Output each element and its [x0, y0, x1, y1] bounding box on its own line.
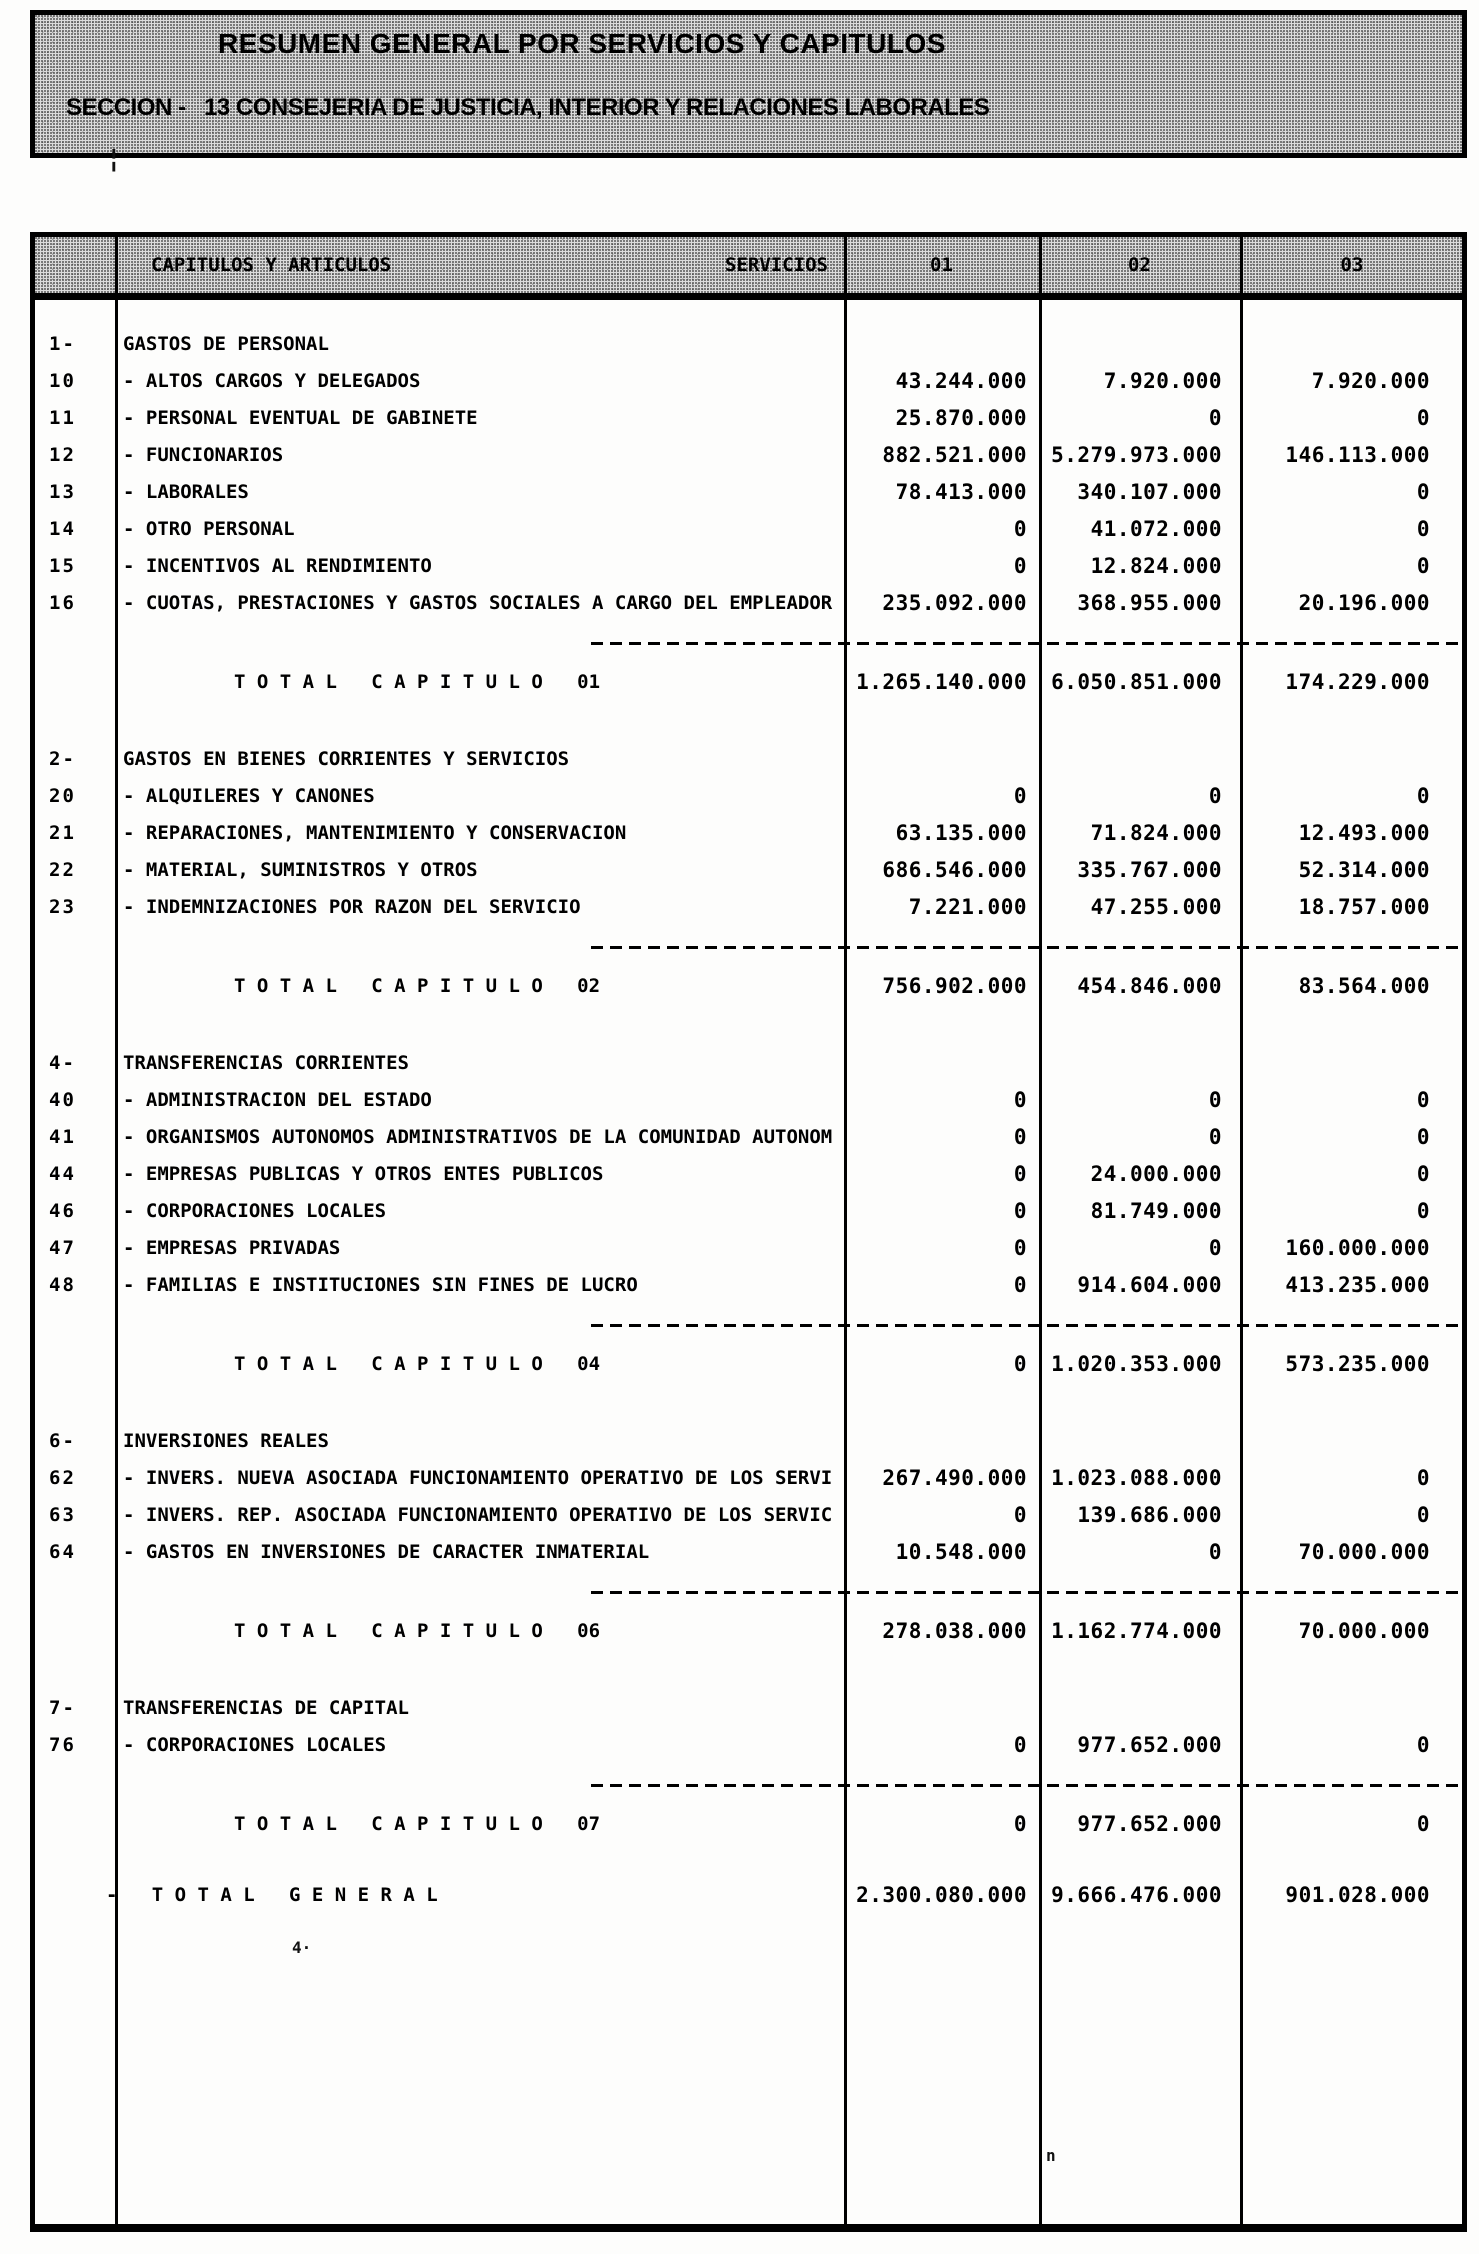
table-row [35, 362, 1462, 399]
table-row [35, 1533, 1462, 1570]
row-code: 23 [49, 895, 76, 918]
row-label: TRANSFERENCIAS DE CAPITAL [123, 1696, 409, 1719]
row-code: 64 [49, 1540, 76, 1563]
row-label: - FUNCIONARIOS [123, 443, 284, 466]
table-row [35, 851, 1462, 888]
table-body [35, 307, 1462, 2224]
column-header-capitulos: CAPITULOS Y ARTICULOS [151, 254, 392, 276]
row-value-servicio-03: 413.235.000 [1285, 1272, 1430, 1297]
table-row [35, 1266, 1462, 1303]
row-value-servicio-01: 10.548.000 [895, 1539, 1027, 1564]
row-label: - CORPORACIONES LOCALES [123, 1733, 387, 1756]
row-label: - REPARACIONES, MANTENIMIENTO Y CONSERVACION [123, 821, 627, 844]
row-value-servicio-01: 0 [1013, 1732, 1027, 1757]
row-value-servicio-01: 25.870.000 [895, 405, 1027, 430]
section-title: SECCION - 13 CONSEJERIA DE JUSTICIA, INTERIOR Y RELACIONES LABORALES [66, 94, 990, 121]
row-value-servicio-03: 0 [1416, 1502, 1430, 1527]
row-code: 22 [49, 858, 76, 881]
row-value-servicio-03: 0 [1416, 553, 1430, 578]
table-row [35, 1459, 1462, 1496]
row-value-servicio-03: 0 [1416, 1198, 1430, 1223]
row-code: 14 [49, 517, 76, 540]
table-row [35, 777, 1462, 814]
row-value-servicio-03: 12.493.000 [1298, 820, 1430, 845]
row-code: 4- [49, 1051, 76, 1074]
row-value-servicio-01: 0 [1013, 1811, 1027, 1836]
dashed-separator [591, 1591, 1462, 1594]
row-value-servicio-02: 977.652.000 [1077, 1811, 1222, 1836]
column-header-03: 03 [1340, 254, 1364, 276]
row-label: - PERSONAL EVENTUAL DE GABINETE [123, 406, 478, 429]
row-label: GASTOS EN BIENES CORRIENTES Y SERVICIOS [123, 747, 570, 770]
row-code: 16 [49, 591, 76, 614]
row-code: 11 [49, 406, 76, 429]
row-code: 1- [49, 332, 76, 355]
row-code: 7- [49, 1696, 76, 1719]
row-value-servicio-01: 1.265.140.000 [856, 669, 1027, 694]
row-code: 76 [49, 1733, 76, 1756]
row-value-servicio-02: 12.824.000 [1090, 553, 1222, 578]
row-value-servicio-03: 146.113.000 [1285, 442, 1430, 467]
row-label: - INVERS. NUEVA ASOCIADA FUNCIONAMIENTO OPERATIVO DE LOS SERVI [123, 1466, 833, 1489]
table-row [35, 1689, 1462, 1726]
row-value-servicio-03: 20.196.000 [1298, 590, 1430, 615]
row-label: - INDEMNIZACIONES POR RAZON DEL SERVICIO [123, 895, 581, 918]
row-value-servicio-02: 0 [1208, 1087, 1222, 1112]
row-value-servicio-01: 686.546.000 [882, 857, 1027, 882]
row-value-servicio-03: 160.000.000 [1285, 1235, 1430, 1260]
document-title: RESUMEN GENERAL POR SERVICIOS Y CAPITULOS [218, 28, 946, 59]
row-value-servicio-01: 0 [1013, 1351, 1027, 1376]
row-value-servicio-01: 0 [1013, 1161, 1027, 1186]
row-code: 47 [49, 1236, 76, 1259]
row-code: 2- [49, 747, 76, 770]
row-label: INVERSIONES REALES [123, 1429, 329, 1452]
row-label: - LABORALES [123, 480, 249, 503]
row-value-servicio-02: 24.000.000 [1090, 1161, 1222, 1186]
row-value-servicio-02: 977.652.000 [1077, 1732, 1222, 1757]
row-code: 15 [49, 554, 76, 577]
row-value-servicio-03: 0 [1416, 1465, 1430, 1490]
row-value-servicio-03: 0 [1416, 1811, 1430, 1836]
row-value-servicio-03: 0 [1416, 405, 1430, 430]
table-row [35, 663, 1462, 700]
row-value-servicio-02: 7.920.000 [1103, 368, 1222, 393]
row-value-servicio-02: 71.824.000 [1090, 820, 1222, 845]
row-value-servicio-01: 78.413.000 [895, 479, 1027, 504]
row-value-servicio-03: 83.564.000 [1298, 973, 1430, 998]
table-row [35, 1044, 1462, 1081]
row-label: - INCENTIVOS AL RENDIMIENTO [123, 554, 432, 577]
row-code: 62 [49, 1466, 76, 1489]
table-row [35, 814, 1462, 851]
table-row [35, 1345, 1462, 1382]
dashed-separator [591, 642, 1462, 645]
table-row [35, 436, 1462, 473]
table-row [35, 1192, 1462, 1229]
table-row [35, 1612, 1462, 1649]
row-code: 20 [49, 784, 76, 807]
row-label: - FAMILIAS E INSTITUCIONES SIN FINES DE LUCRO [123, 1273, 638, 1296]
title-banner [30, 10, 1467, 158]
row-value-servicio-01: 0 [1013, 553, 1027, 578]
table-row [35, 1805, 1462, 1842]
row-code: 63 [49, 1503, 76, 1526]
row-value-servicio-02: 0 [1208, 1124, 1222, 1149]
row-value-servicio-03: 18.757.000 [1298, 894, 1430, 919]
row-label: - ALQUILERES Y CANONES [123, 784, 375, 807]
row-value-servicio-01: 0 [1013, 1124, 1027, 1149]
row-value-servicio-03: 0 [1416, 1087, 1430, 1112]
row-label: - ADMINISTRACION DEL ESTADO [123, 1088, 432, 1111]
scan-artifact: n [1046, 2146, 1056, 2165]
row-value-servicio-02: 0 [1208, 1539, 1222, 1564]
row-value-servicio-01: 0 [1013, 1087, 1027, 1112]
row-value-servicio-03: 70.000.000 [1298, 1618, 1430, 1643]
row-value-servicio-01: 63.135.000 [895, 820, 1027, 845]
row-value-servicio-02: 1.023.088.000 [1051, 1465, 1222, 1490]
table-row [35, 399, 1462, 436]
scan-artifact: 4· [292, 1938, 312, 1957]
row-value-servicio-02: 0 [1208, 1235, 1222, 1260]
row-code: 12 [49, 443, 76, 466]
row-code: 6- [49, 1429, 76, 1452]
row-value-servicio-02: 368.955.000 [1077, 590, 1222, 615]
table-row [35, 740, 1462, 777]
row-value-servicio-02: 0 [1208, 405, 1222, 430]
row-value-servicio-01: 882.521.000 [882, 442, 1027, 467]
row-code: 48 [49, 1273, 76, 1296]
row-value-servicio-02: 41.072.000 [1090, 516, 1222, 541]
table-row [35, 1118, 1462, 1155]
table-row [35, 967, 1462, 1004]
row-value-servicio-01: 2.300.080.000 [856, 1882, 1027, 1907]
scan-artifact: ¦ [106, 144, 122, 174]
row-label: - ORGANISMOS AUTONOMOS ADMINISTRATIVOS DE LA COMUNIDAD AUTONOM [123, 1125, 833, 1148]
row-value-servicio-03: 901.028.000 [1285, 1882, 1430, 1907]
table-row [35, 1422, 1462, 1459]
row-label: T O T A L C A P I T U L O 02 [234, 974, 601, 997]
row-value-servicio-01: 0 [1013, 783, 1027, 808]
row-label: GASTOS DE PERSONAL [123, 332, 329, 355]
row-value-servicio-03: 70.000.000 [1298, 1539, 1430, 1564]
row-value-servicio-03: 0 [1416, 783, 1430, 808]
row-label: TRANSFERENCIAS CORRIENTES [123, 1051, 409, 1074]
table-row [35, 325, 1462, 362]
row-value-servicio-03: 0 [1416, 1124, 1430, 1149]
row-value-servicio-01: 0 [1013, 1502, 1027, 1527]
row-label: - EMPRESAS PRIVADAS [123, 1236, 341, 1259]
row-code: 13 [49, 480, 76, 503]
row-label: - CORPORACIONES LOCALES [123, 1199, 387, 1222]
table-row [35, 1726, 1462, 1763]
row-value-servicio-02: 335.767.000 [1077, 857, 1222, 882]
row-value-servicio-02: 914.604.000 [1077, 1272, 1222, 1297]
row-value-servicio-01: 267.490.000 [882, 1465, 1027, 1490]
row-value-servicio-02: 0 [1208, 783, 1222, 808]
table-row [35, 1496, 1462, 1533]
row-value-servicio-01: 0 [1013, 516, 1027, 541]
row-value-servicio-03: 52.314.000 [1298, 857, 1430, 882]
dashed-separator [591, 946, 1462, 949]
row-value-servicio-01: 0 [1013, 1235, 1027, 1260]
table-row [35, 547, 1462, 584]
row-label: - T O T A L G E N E R A L [106, 1883, 438, 1906]
row-value-servicio-01: 0 [1013, 1272, 1027, 1297]
row-label: T O T A L C A P I T U L O 06 [234, 1619, 601, 1642]
row-code: 44 [49, 1162, 76, 1185]
row-code: 41 [49, 1125, 76, 1148]
row-value-servicio-02: 139.686.000 [1077, 1502, 1222, 1527]
row-code: 21 [49, 821, 76, 844]
row-label: - ALTOS CARGOS Y DELEGADOS [123, 369, 421, 392]
row-label: - CUOTAS, PRESTACIONES Y GASTOS SOCIALES A CARGO DEL EMPLEADOR [123, 591, 833, 614]
row-value-servicio-02: 81.749.000 [1090, 1198, 1222, 1223]
row-value-servicio-01: 0 [1013, 1198, 1027, 1223]
row-label: T O T A L C A P I T U L O 04 [234, 1352, 601, 1375]
table-header-row [35, 237, 1462, 300]
table-row [35, 1081, 1462, 1118]
row-value-servicio-02: 47.255.000 [1090, 894, 1222, 919]
row-value-servicio-03: 7.920.000 [1311, 368, 1430, 393]
row-code: 40 [49, 1088, 76, 1111]
column-header-02: 02 [1128, 254, 1151, 276]
row-value-servicio-01: 278.038.000 [882, 1618, 1027, 1643]
row-value-servicio-03: 174.229.000 [1285, 669, 1430, 694]
row-value-servicio-01: 43.244.000 [895, 368, 1027, 393]
row-value-servicio-03: 0 [1416, 1161, 1430, 1186]
table-row [35, 1229, 1462, 1266]
row-value-servicio-02: 1.162.774.000 [1051, 1618, 1222, 1643]
table-row [35, 1155, 1462, 1192]
row-value-servicio-02: 1.020.353.000 [1051, 1351, 1222, 1376]
column-header-servicios: SERVICIOS [725, 254, 828, 276]
row-value-servicio-02: 454.846.000 [1077, 973, 1222, 998]
dashed-separator [591, 1784, 1462, 1787]
row-value-servicio-03: 0 [1416, 516, 1430, 541]
row-label: T O T A L C A P I T U L O 07 [234, 1812, 601, 1835]
row-value-servicio-03: 573.235.000 [1285, 1351, 1430, 1376]
table-row [35, 510, 1462, 547]
row-value-servicio-01: 235.092.000 [882, 590, 1027, 615]
row-label: - MATERIAL, SUMINISTROS Y OTROS [123, 858, 478, 881]
row-value-servicio-01: 756.902.000 [882, 973, 1027, 998]
row-code: 10 [49, 369, 76, 392]
table-row [35, 1876, 1462, 1913]
row-value-servicio-03: 0 [1416, 479, 1430, 504]
row-value-servicio-02: 9.666.476.000 [1051, 1882, 1222, 1907]
row-label: T O T A L C A P I T U L O 01 [234, 670, 601, 693]
row-value-servicio-01: 7.221.000 [908, 894, 1027, 919]
column-header-01: 01 [930, 254, 953, 276]
summary-table [30, 232, 1467, 2232]
row-label: - GASTOS EN INVERSIONES DE CARACTER INMATERIAL [123, 1540, 650, 1563]
row-label: - OTRO PERSONAL [123, 517, 295, 540]
row-value-servicio-02: 6.050.851.000 [1051, 669, 1222, 694]
row-value-servicio-02: 340.107.000 [1077, 479, 1222, 504]
table-row [35, 888, 1462, 925]
row-label: - INVERS. REP. ASOCIADA FUNCIONAMIENTO OPERATIVO DE LOS SERVIC [123, 1503, 833, 1526]
table-row [35, 473, 1462, 510]
dashed-separator [591, 1324, 1462, 1327]
row-code: 46 [49, 1199, 76, 1222]
row-value-servicio-02: 5.279.973.000 [1051, 442, 1222, 467]
table-row [35, 584, 1462, 621]
row-value-servicio-03: 0 [1416, 1732, 1430, 1757]
row-label: - EMPRESAS PUBLICAS Y OTROS ENTES PUBLICOS [123, 1162, 604, 1185]
